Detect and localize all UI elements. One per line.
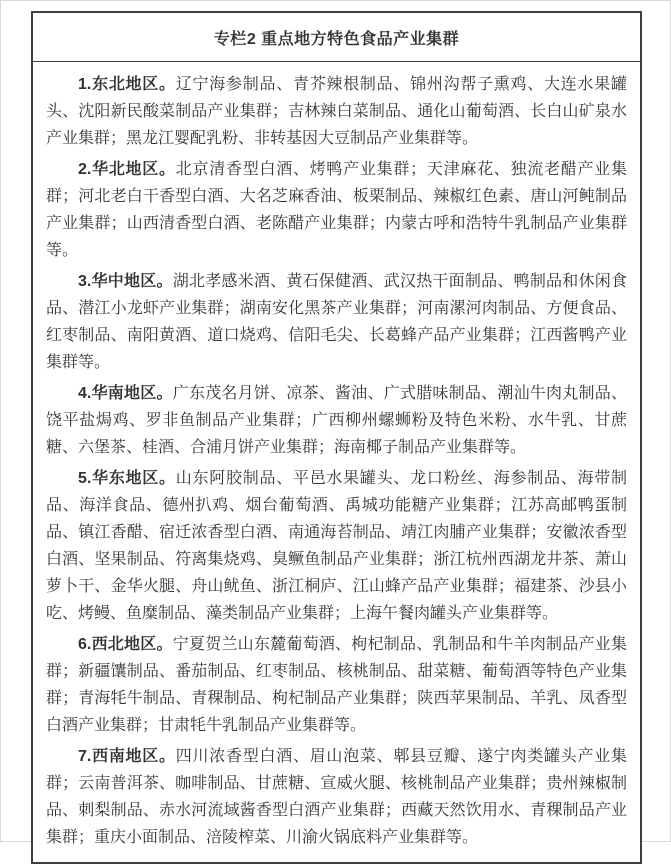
region-label-central: 3.华中地区。 xyxy=(78,273,173,290)
region-label-east: 5.华东地区。 xyxy=(78,470,176,487)
region-label-southwest: 7.西南地区。 xyxy=(78,748,176,765)
region-text-south: 广东茂名月饼、凉茶、酱油、广式腊味制品、潮汕牛肉丸制品、饶平盐焗鸡、罗非鱼制品产业集群；广西柳州螺蛳粉及特色米粉、水牛乳、甘蔗糖、六堡茶、桂酒、合浦月饼产业集群；海南椰子制品产业集群等。 xyxy=(46,385,627,456)
region-text-northeast: 辽宁海参制品、青芥辣根制品、锦州沟帮子熏鸡、大连水果罐头、沈阳新民酸菜制品产业集群；吉林辣白菜制品、通化山葡萄酒、长白山矿泉水产业集群；黑龙江婴配乳粉、非转基因大豆制品产业集群等。 xyxy=(46,76,627,147)
region-text-northwest: 宁夏贺兰山东麓葡萄酒、枸杞制品、乳制品和牛羊肉制品产业集群；新疆馕制品、番茄制品、红枣制品、核桃制品、甜菜糖、葡萄酒等特色产业集群；青海牦牛制品、青稞制品、枸杞制品产业集群；陕西苹果制品、羊乳、凤香型白酒产业集群；甘肃牦牛乳制品产业集群等。 xyxy=(46,636,627,734)
region-paragraph-central xyxy=(46,266,627,378)
feature-box xyxy=(31,11,642,864)
region-paragraph-northwest xyxy=(46,629,627,741)
region-label-northwest: 6.西北地区。 xyxy=(78,636,173,653)
region-paragraph-southwest xyxy=(46,741,627,853)
region-text-southwest: 四川浓香型白酒、眉山泡菜、郫县豆瓣、遂宁肉类罐头产业集群；云南普洱茶、咖啡制品、甘蔗糖、宣威火腿、核桃制品产业集群；贵州辣椒制品、刺梨制品、赤水河流域酱香型白酒产业集群；西藏天然饮用水、青稞制品产业集群；重庆小面制品、涪陵榨菜、川渝火锅底料产业集群等。 xyxy=(46,748,627,846)
region-paragraph-east xyxy=(46,463,627,629)
region-paragraph-northeast xyxy=(46,69,627,154)
region-label-south: 4.华南地区。 xyxy=(78,385,173,402)
region-text-north: 北京清香型白酒、烤鸭产业集群；天津麻花、独流老醋产业集群；河北老白干香型白酒、大名芝麻香油、板栗制品、辣椒红色素、唐山河鲀制品产业集群；山西清香型白酒、老陈醋产业集群；内蒙古呼和浩特牛乳制品产业集群等。 xyxy=(46,161,627,259)
region-label-northeast: 1.东北地区。 xyxy=(78,76,176,93)
region-text-east: 山东阿胶制品、平邑水果罐头、龙口粉丝、海参制品、海带制品、海洋食品、德州扒鸡、烟台葡萄酒、禹城功能糖产业集群；江苏高邮鸭蛋制品、镇江香醋、宿迁浓香型白酒、南通海苔制品、靖江肉脯产业集群；安徽浓香型白酒、坚果制品、符离集烧鸡、臭鳜鱼制品产业集群；浙江杭州西湖龙井茶、萧山萝卜干、金华火腿、舟山鱿鱼、浙江桐庐、江山蜂产品产业集群；福建茶、沙县小吃、烤鳗、鱼糜制品、藻类制品产业集群；上海午餐肉罐头产业集群等。 xyxy=(46,470,627,622)
box-body xyxy=(33,62,640,862)
region-paragraph-north xyxy=(46,154,627,266)
region-label-north: 2.华北地区。 xyxy=(78,161,176,178)
region-text-central: 湖北孝感米酒、黄石保健酒、武汉热干面制品、鸭制品和休闲食品、潜江小龙虾产业集群；湖南安化黑茶产业集群；河南漯河肉制品、方便食品、红枣制品、南阳黄酒、道口烧鸡、信阳毛尖、长葛蜂产品产业集群；江西酱鸭产业集群等。 xyxy=(46,273,627,371)
box-title: 专栏2 重点地方特色食品产业集群 xyxy=(33,13,640,62)
region-paragraph-south xyxy=(46,378,627,463)
